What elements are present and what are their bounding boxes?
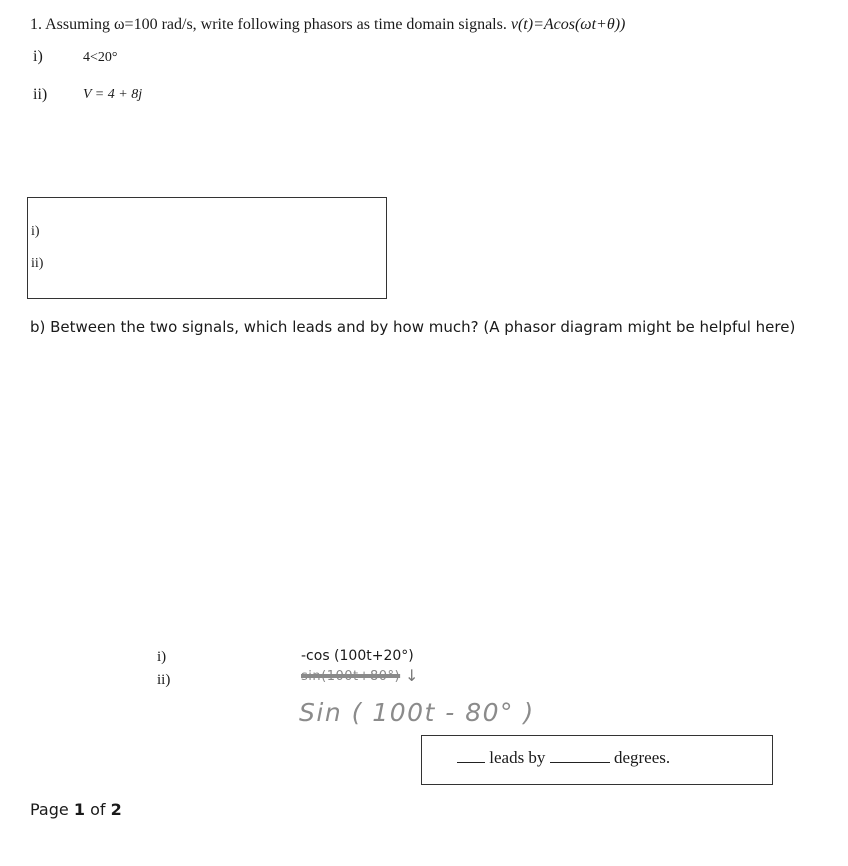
phasor-ii-label: ii) (33, 86, 48, 103)
page-prefix: Page (30, 800, 69, 819)
phasor-i-value: 4<20° (83, 50, 118, 65)
answer-i-label: i) (157, 649, 167, 665)
struck-out-answer: sin(100t+80°) (301, 669, 401, 684)
answer-box-label-ii: ii) (31, 256, 44, 271)
page-footer (30, 800, 122, 819)
question-text: 1. Assuming ω=100 rad/s, write following phasors as time domain signals. (30, 16, 507, 33)
page-total: 2 (110, 800, 122, 819)
answer-box-label-i: i) (31, 224, 40, 239)
handwritten-answer: Sin ( 100t - 80° ) (299, 698, 535, 727)
degrees-text: degrees. (613, 748, 671, 767)
page-of: of (90, 800, 106, 819)
phasor-ii-value: V = 4 + 8j (83, 87, 143, 102)
question-title (30, 16, 625, 34)
part-b-question: b) Between the two signals, which leads and by how much? (A phasor diagram might be helpful here) (30, 318, 796, 336)
answer-ii-label: ii) (157, 672, 171, 688)
phasor-i-label: i) (33, 48, 43, 65)
degrees-blank[interactable] (550, 748, 610, 763)
page-number: 1 (73, 800, 85, 819)
answer-box (27, 197, 387, 299)
question-formula: v(t)=Acos(ωt+θ)) (510, 16, 626, 33)
leader-blank[interactable] (457, 748, 485, 763)
leads-by-text: leads by (489, 748, 546, 767)
down-arrow-icon: ↓ (405, 666, 419, 685)
answer-i-text: -cos (100t+20°) (301, 648, 414, 664)
lead-sentence (457, 748, 670, 768)
lead-answer-box (421, 735, 773, 785)
